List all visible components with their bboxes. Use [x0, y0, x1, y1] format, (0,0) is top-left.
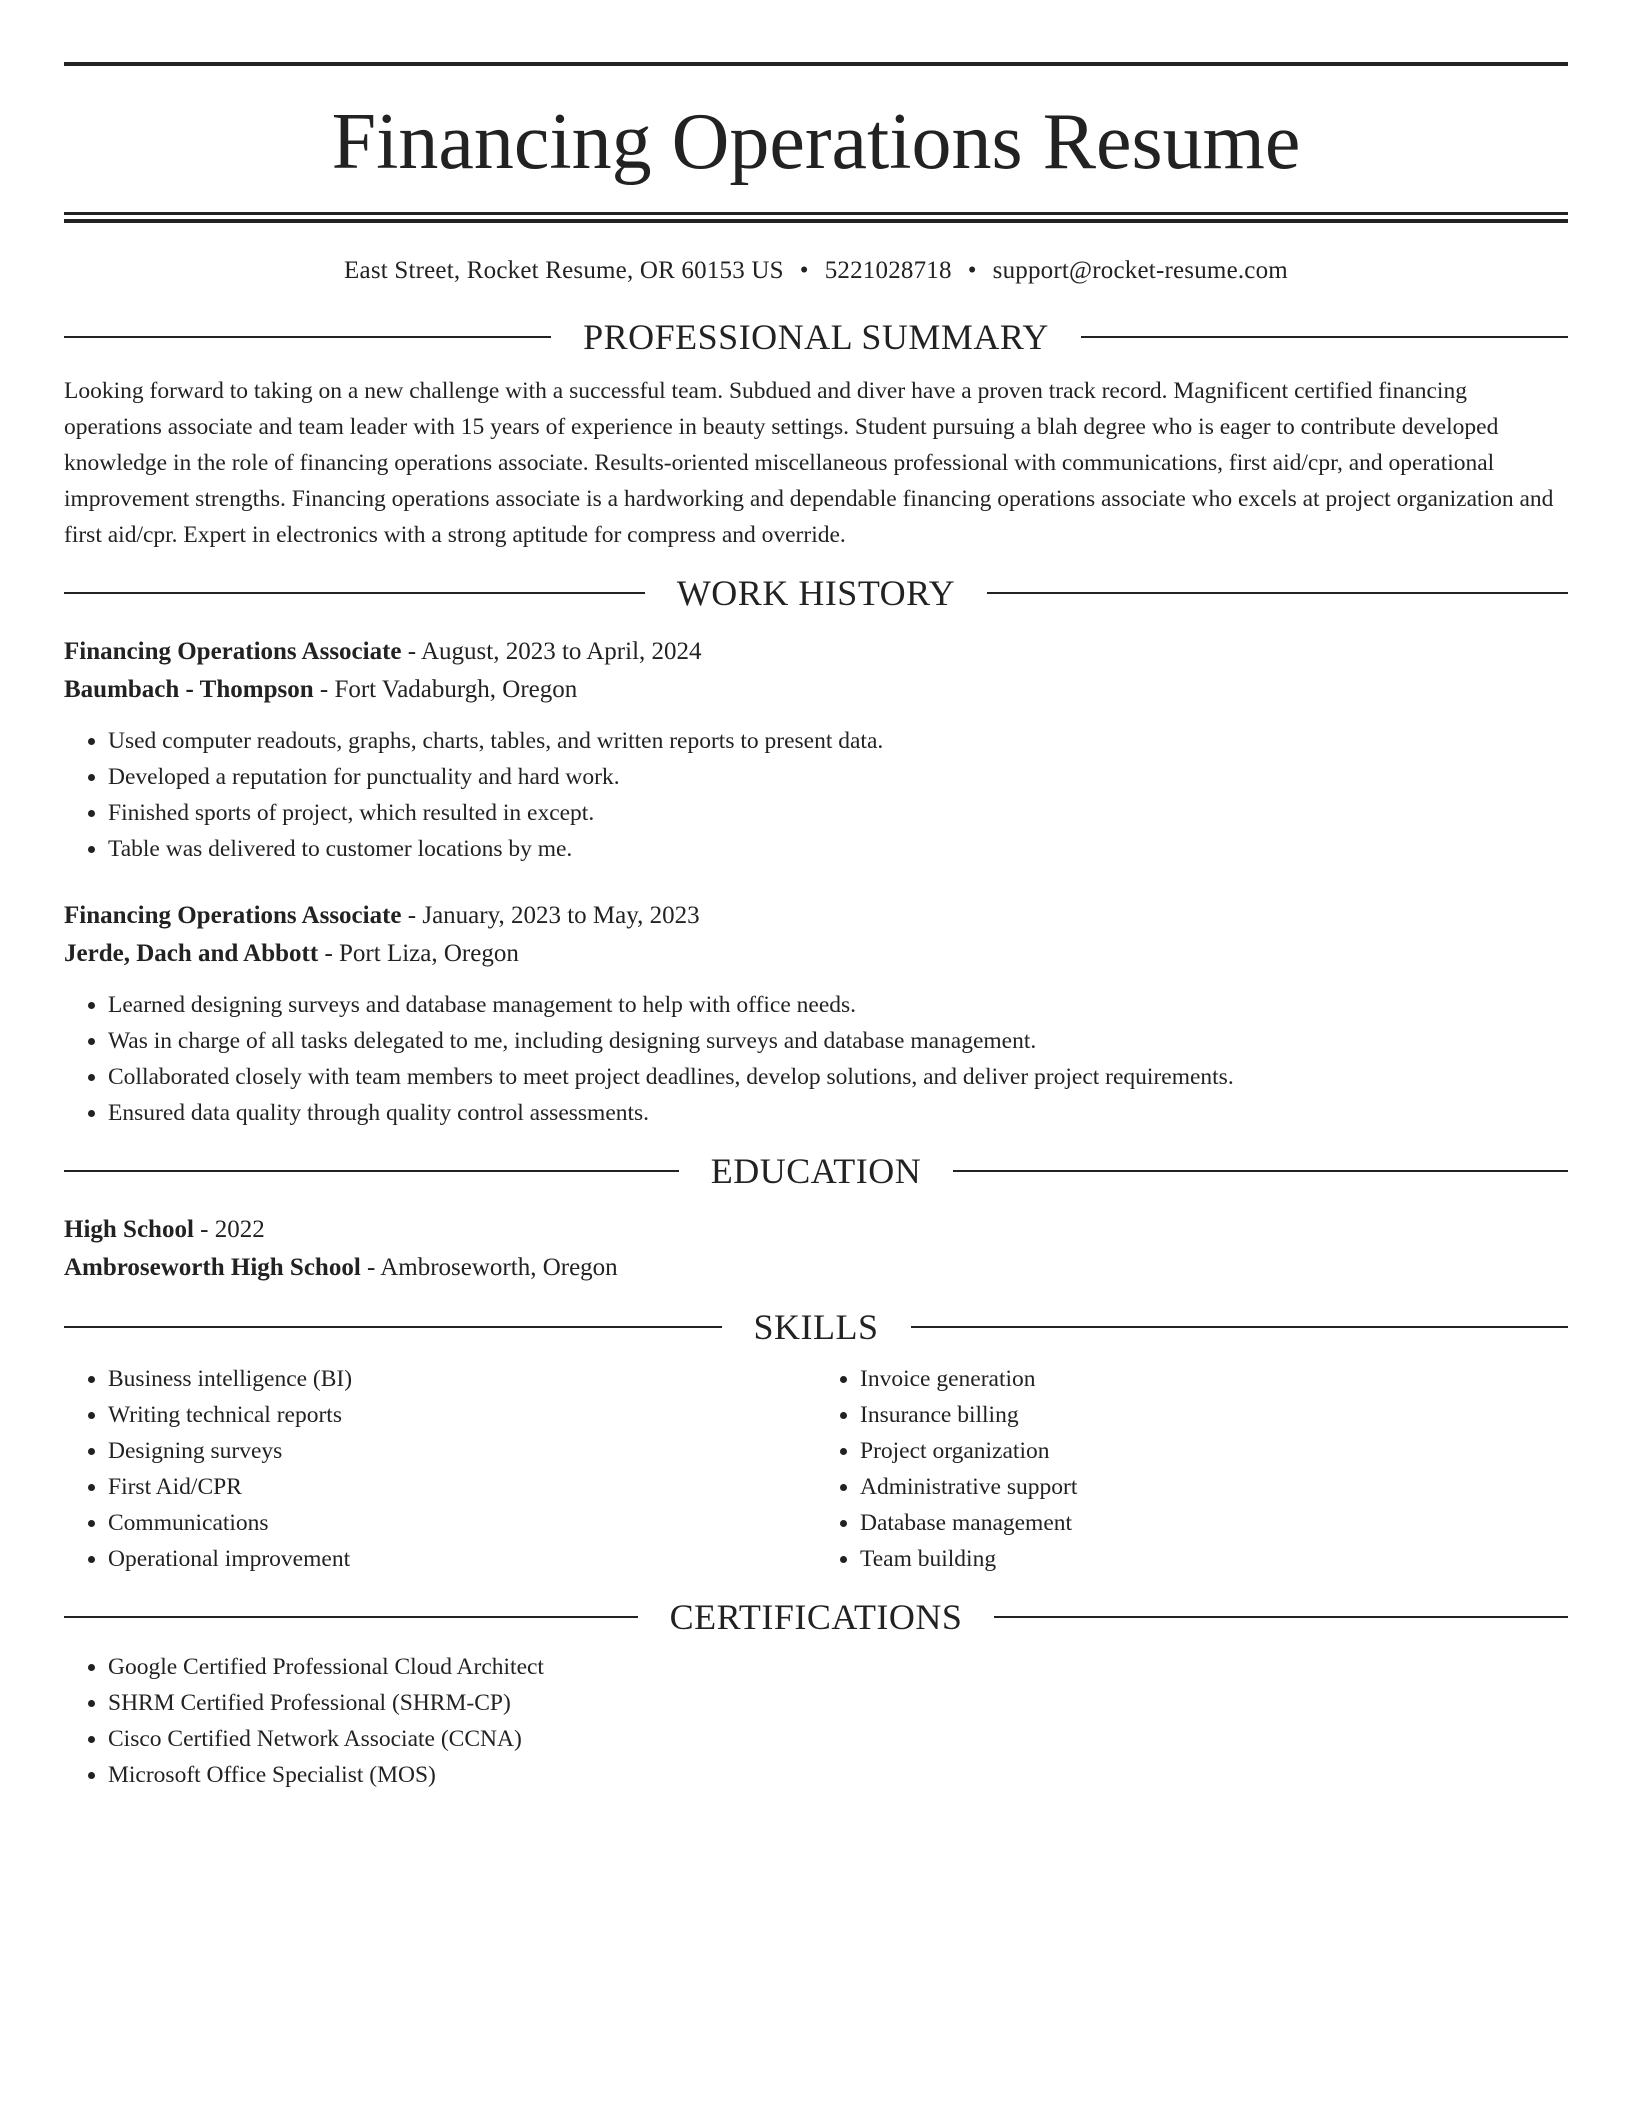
section-title-summary: PROFESSIONAL SUMMARY [583, 317, 1049, 357]
section-rule [64, 592, 645, 594]
list-item: • Project organization [860, 1433, 1568, 1469]
section-header-certifications [64, 1599, 1568, 1635]
contact-separator: • [967, 257, 977, 284]
section-rule [64, 1326, 722, 1328]
list-item: • Used computer readouts, graphs, charts, tables, and written reports to present data. [108, 723, 1568, 759]
list-item: • Table was delivered to customer locations by me. [108, 831, 1568, 867]
list-item: • Learned designing surveys and database management to help with office needs. [108, 987, 1568, 1023]
list-item: • Microsoft Office Specialist (MOS) [108, 1757, 1568, 1793]
contact-address: East Street, Rocket Resume, OR 60153 US [344, 257, 784, 284]
list-item: • SHRM Certified Professional (SHRM-CP) [108, 1685, 1568, 1721]
section-rule [64, 1616, 638, 1618]
section-rule [994, 1616, 1568, 1618]
education-degree-row [64, 1211, 1568, 1249]
summary-text: Looking forward to taking on a new challenge with a successful team. Subdued and diver have a proven track record. Magnificent certified financing operations associate and team leader with 15 years of experience in beauty settings. Student pursuing a blah degree who is eager to contribute developed knowledge in the role of financing operations associate. Results-oriented miscellaneous professional with communications, first aid/cpr, and operational improvement strengths. Financing operations associate is a hardworking and dependable financing operations associate who excels at project organization and first aid/cpr. Expert in electronics with a strong aptitude for compress and override. [64, 378, 1554, 548]
job-title: Financing Operations Associate [64, 638, 402, 665]
job-entry [64, 897, 1568, 1131]
list-item: • Database management [860, 1505, 1568, 1541]
job-title-row [64, 633, 1568, 671]
list-item: • Developed a reputation for punctuality and hard work. [108, 759, 1568, 795]
contact-email: support@rocket-resume.com [992, 257, 1288, 284]
education-year: - 2022 [200, 1216, 265, 1243]
list-item: • Operational improvement [108, 1541, 816, 1577]
skills-list-right [816, 1361, 1568, 1577]
skills-columns [64, 1361, 1568, 1577]
list-item: • Cisco Certified Network Associate (CCNA) [108, 1721, 1568, 1757]
education-school-row [64, 1249, 1568, 1287]
list-item: • Collaborated closely with team members to meet project deadlines, develop solutions, and deliver project requirements. [108, 1059, 1568, 1095]
list-item: • Designing surveys [108, 1433, 816, 1469]
page-title: Financing Operations Resume [331, 98, 1301, 186]
education-school: Ambroseworth High School [64, 1254, 361, 1281]
list-item: • Finished sports of project, which resulted in except. [108, 795, 1568, 831]
top-rule [64, 62, 1568, 66]
job-location: - Fort Vadaburgh, Oregon [319, 676, 578, 703]
section-rule [64, 1170, 679, 1172]
job-title-row [64, 897, 1568, 935]
list-item: • Invoice generation [860, 1361, 1568, 1397]
list-item: • Insurance billing [860, 1397, 1568, 1433]
job-bullets [64, 987, 1568, 1131]
section-rule [953, 1170, 1568, 1172]
job-title: Financing Operations Associate [64, 902, 402, 929]
education-entry [64, 1211, 1568, 1287]
section-rule [64, 336, 551, 338]
section-header-work [64, 575, 1568, 611]
job-dates: - January, 2023 to May, 2023 [407, 902, 700, 929]
section-header-summary [64, 319, 1568, 355]
section-rule [987, 592, 1568, 594]
job-company-row [64, 671, 1568, 709]
job-company: Jerde, Dach and Abbott [64, 940, 319, 967]
section-title-work: WORK HISTORY [676, 573, 956, 613]
contact-separator: • [799, 257, 809, 284]
job-location: - Port Liza, Oregon [324, 940, 519, 967]
section-title-certifications: CERTIFICATIONS [669, 1597, 963, 1637]
education-location: - Ambroseworth, Oregon [367, 1254, 618, 1281]
job-dates: - August, 2023 to April, 2024 [407, 638, 702, 665]
job-company-row [64, 935, 1568, 973]
list-item: • Google Certified Professional Cloud Architect [108, 1649, 1568, 1685]
list-item: • Communications [108, 1505, 816, 1541]
skills-list-left [64, 1361, 816, 1577]
education-degree: High School [64, 1216, 194, 1243]
contact-phone: 5221028718 [824, 257, 952, 284]
job-bullets [64, 723, 1568, 867]
section-rule [911, 1326, 1569, 1328]
job-entry [64, 633, 1568, 867]
title-double-rule [64, 212, 1568, 223]
job-company: Baumbach - Thompson [64, 676, 314, 703]
list-item: • Administrative support [860, 1469, 1568, 1505]
section-header-education [64, 1153, 1568, 1189]
list-item: • Ensured data quality through quality control assessments. [108, 1095, 1568, 1131]
list-item: • Team building [860, 1541, 1568, 1577]
contact-line [64, 257, 1568, 285]
list-item: • Writing technical reports [108, 1397, 816, 1433]
certifications-list [64, 1649, 1568, 1793]
list-item: • Business intelligence (BI) [108, 1361, 816, 1397]
section-rule [1081, 336, 1568, 338]
list-item: • First Aid/CPR [108, 1469, 816, 1505]
section-title-education: EDUCATION [710, 1151, 922, 1191]
section-title-skills: SKILLS [753, 1307, 879, 1347]
section-header-skills [64, 1309, 1568, 1345]
list-item: • Was in charge of all tasks delegated to me, including designing surveys and database management. [108, 1023, 1568, 1059]
